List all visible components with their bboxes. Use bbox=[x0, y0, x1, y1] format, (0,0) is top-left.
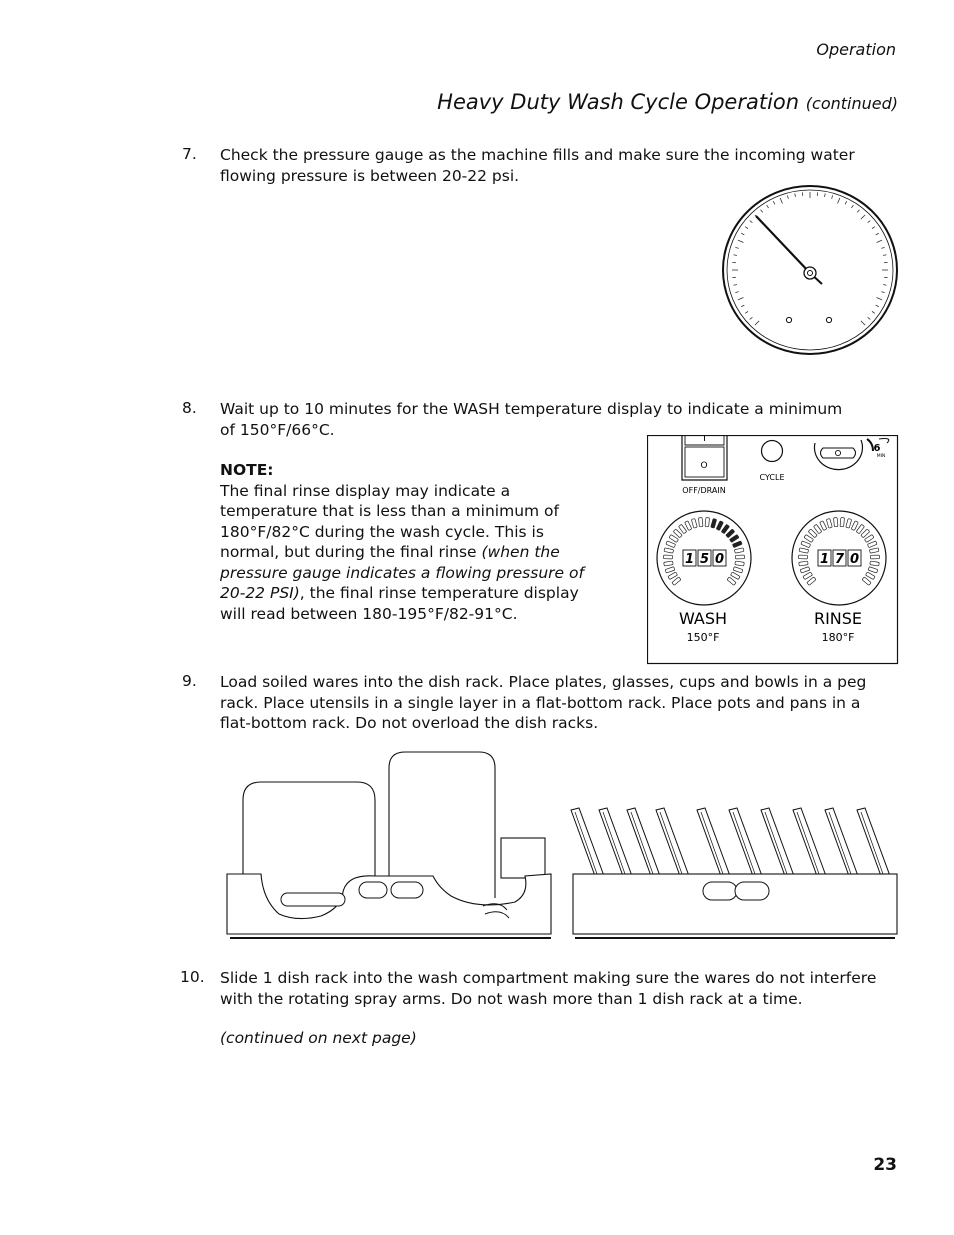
step-8-number: 8. bbox=[182, 399, 197, 417]
rack-with-pans bbox=[227, 752, 551, 938]
temperature-segment bbox=[735, 555, 744, 559]
note-text-2: , the final rinse temperature display will read between 180-195°F/82-91°C. bbox=[220, 584, 579, 623]
control-panel-illustration bbox=[647, 435, 899, 665]
plate-edge bbox=[660, 812, 682, 874]
rack-handle-slot-2 bbox=[391, 882, 423, 898]
temperature-segment bbox=[840, 518, 844, 527]
peg-rack-with-plates bbox=[571, 808, 897, 938]
rinse-digit-3: 0 bbox=[849, 552, 860, 567]
plate-edge bbox=[603, 812, 625, 874]
small-pot bbox=[501, 838, 545, 878]
rinse-temperature: 180°F bbox=[821, 631, 855, 644]
plates bbox=[571, 808, 890, 876]
plate bbox=[599, 808, 632, 876]
peg-rack-handle-2 bbox=[735, 882, 769, 900]
note-body bbox=[220, 481, 605, 625]
temperature-segment bbox=[705, 518, 709, 527]
timer-digit: 6 bbox=[873, 443, 881, 454]
wash-digit-3: 0 bbox=[714, 552, 725, 567]
plate bbox=[825, 808, 858, 876]
pan-left bbox=[243, 782, 375, 878]
rinse-digital-display bbox=[818, 550, 861, 567]
plate bbox=[656, 808, 689, 876]
plate-edge bbox=[797, 812, 819, 874]
plate bbox=[729, 808, 762, 876]
title-text: Heavy Duty Wash Cycle Operation bbox=[437, 90, 800, 114]
plate bbox=[697, 808, 730, 876]
temperature-segment bbox=[798, 555, 807, 559]
gauge-pivot bbox=[804, 267, 816, 279]
pressure-gauge-illustration bbox=[720, 184, 900, 356]
rinse-digit-2: 7 bbox=[834, 552, 845, 567]
continued-note: (continued on next page) bbox=[220, 1029, 417, 1047]
switch-off-symbol: O bbox=[700, 461, 708, 471]
temperature-segment bbox=[699, 518, 703, 527]
wash-digital-display bbox=[683, 550, 726, 567]
plate bbox=[571, 808, 604, 876]
step-10-text: Slide 1 dish rack into the wash compartment making sure the wares do not interfere with the rotating spray arms. Do not wash more than 1 dish rack at a time. bbox=[220, 969, 877, 1008]
plate-edge bbox=[861, 812, 883, 874]
plate bbox=[793, 808, 826, 876]
note-heading: NOTE: bbox=[220, 461, 274, 479]
wash-label: WASH bbox=[678, 609, 728, 628]
step-8-text: Wait up to 10 minutes for the WASH temperature display to indicate a minimum of 150°F/66°C. bbox=[220, 400, 843, 439]
plate-edge bbox=[829, 812, 851, 874]
rinse-label: RINSE bbox=[813, 609, 863, 628]
temperature-segment bbox=[834, 518, 838, 527]
plate bbox=[627, 808, 660, 876]
timer-unit: MIN bbox=[876, 454, 886, 459]
page-title bbox=[437, 90, 898, 114]
rack-handle-left bbox=[281, 893, 345, 906]
off-drain-label: OFF/DRAIN bbox=[682, 486, 726, 495]
plate-edge bbox=[733, 812, 755, 874]
dish-racks-illustration bbox=[225, 748, 900, 940]
plate-edge bbox=[765, 812, 787, 874]
step-9-number: 9. bbox=[182, 672, 197, 690]
note-text-1: The final rinse display may indicate a temperature that is less than a minimum of 180°F/82°C during the wash cycle. This is normal, but during the final rinse bbox=[220, 481, 559, 561]
peg-rack-body bbox=[573, 874, 897, 934]
plate bbox=[761, 808, 794, 876]
plate-edge bbox=[575, 812, 597, 874]
plate bbox=[857, 808, 890, 876]
title-continued: (continued) bbox=[805, 94, 898, 113]
wash-temperature: 150°F bbox=[686, 631, 720, 644]
wash-digit-2: 5 bbox=[699, 552, 710, 567]
note-text-italic: (when the pressure gauge indicates a flowing pressure of 20-22 PSI) bbox=[220, 543, 584, 602]
page-number: 23 bbox=[873, 1155, 897, 1175]
step-7-text: Check the pressure gauge as the machine fills and make sure the incoming water flowing pressure is between 20-22 psi. bbox=[220, 146, 855, 185]
flat-rack-body bbox=[227, 874, 551, 934]
cycle-label: CYCLE bbox=[759, 473, 785, 482]
rinse-digit-1: 1 bbox=[819, 552, 830, 567]
plate-edge bbox=[701, 812, 723, 874]
step-8-note bbox=[220, 460, 605, 624]
wash-digit-1: 1 bbox=[684, 552, 695, 567]
temperature-segment bbox=[870, 555, 879, 559]
plate-edge bbox=[631, 812, 653, 874]
section-label: Operation bbox=[816, 40, 896, 59]
step-9-text: Load soiled wares into the dish rack. Place plates, glasses, cups and bowls in a peg rack. Place utensils in a single layer in a flat-bottom rack. Place pots and pans in a flat-bottom rack. Do not overload the dish racks. bbox=[220, 673, 867, 732]
rack-handle-slot-1 bbox=[359, 882, 387, 898]
temperature-segment bbox=[663, 555, 672, 559]
step-7-number: 7. bbox=[182, 145, 197, 163]
peg-rack-handle-1 bbox=[703, 882, 737, 900]
step-10-number: 10. bbox=[180, 968, 205, 986]
